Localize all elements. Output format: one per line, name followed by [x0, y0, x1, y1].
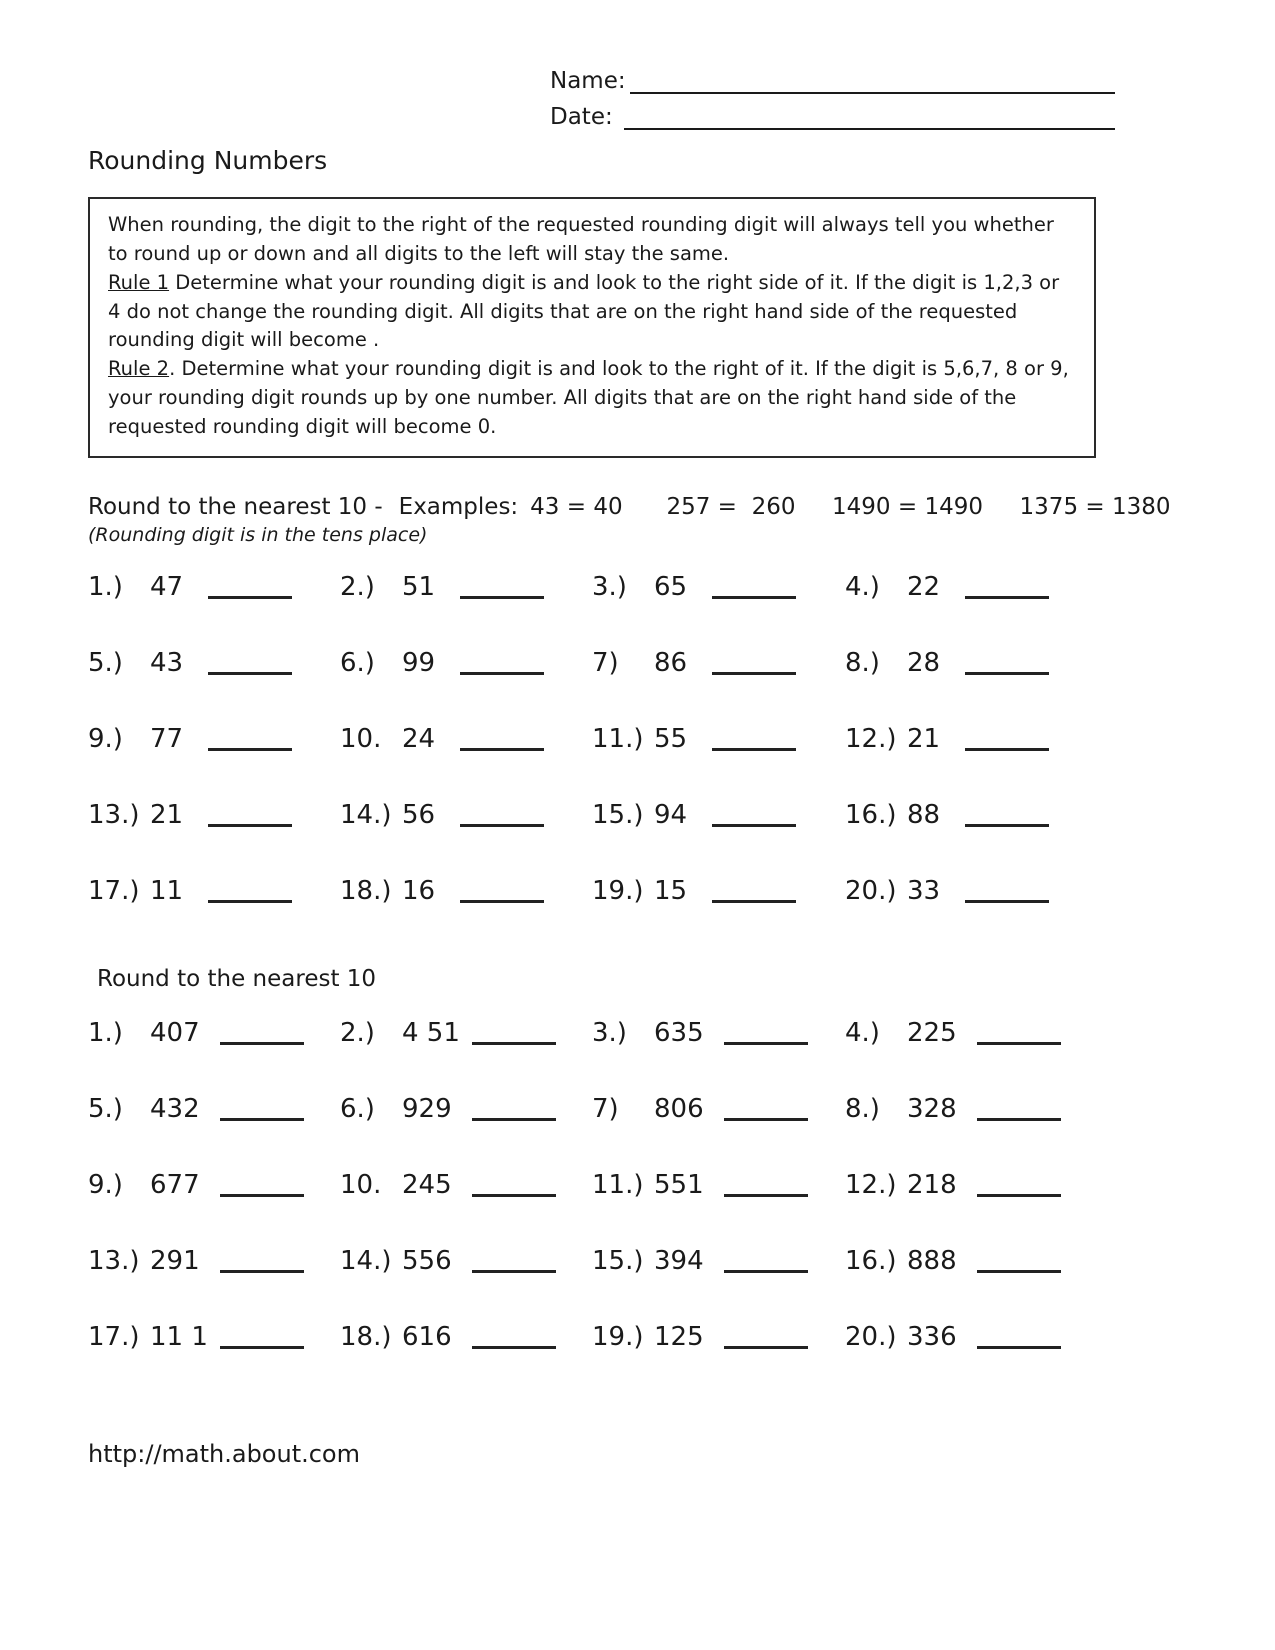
answer-blank	[208, 655, 292, 675]
answer-blank	[712, 579, 796, 599]
problem-item	[88, 1246, 340, 1276]
problem-number: 3.)	[592, 571, 627, 602]
problem-number: 10.	[340, 1169, 382, 1200]
problem-value: 24	[402, 723, 436, 754]
rules-box	[88, 197, 1096, 458]
problem-value: 225	[907, 1017, 957, 1048]
problem-value: 65	[654, 571, 688, 602]
problem-number: 4.)	[845, 1017, 880, 1048]
problem-number: 14.)	[340, 799, 392, 830]
date-blank-line	[624, 102, 1115, 130]
problem-value: 86	[654, 647, 688, 678]
answer-blank	[712, 655, 796, 675]
problem-value: 47	[150, 571, 184, 602]
answer-blank	[712, 731, 796, 751]
problem-item	[845, 1322, 1098, 1352]
problem-value: 218	[907, 1169, 957, 1200]
problem-value: 394	[654, 1245, 704, 1276]
answer-blank	[977, 1253, 1061, 1273]
problem-item	[592, 1322, 845, 1352]
problem-item	[592, 724, 845, 754]
problem-value: 16	[402, 875, 436, 906]
problem-value: 94	[654, 799, 688, 830]
problem-item	[340, 1094, 592, 1124]
problem-item	[340, 876, 592, 906]
problem-number: 19.)	[592, 1321, 644, 1352]
rule-2-text: . Determine what your rounding digit is and look to the right of it. If the digit is 5,6,7, 8 or 9, your rounding digit rounds up by one number. All digits that are on the right hand side of the requested rounding digit will become 0.	[108, 357, 1069, 439]
problem-item	[88, 876, 340, 906]
problem-value: 616	[402, 1321, 452, 1352]
problem-number: 6.)	[340, 1093, 375, 1124]
examples-label: Examples:	[398, 493, 519, 520]
problem-item	[88, 800, 340, 830]
rule-2-label: Rule 2	[108, 357, 170, 381]
page-title: Rounding Numbers	[88, 146, 328, 175]
problem-item	[340, 800, 592, 830]
problem-number: 11.)	[592, 723, 644, 754]
answer-blank	[724, 1025, 808, 1045]
answer-blank	[724, 1177, 808, 1197]
problem-item	[592, 1170, 845, 1200]
problem-number: 1.)	[88, 1017, 123, 1048]
name-label: Name:	[550, 68, 626, 94]
problem-number: 19.)	[592, 875, 644, 906]
problem-item	[88, 648, 340, 678]
problem-number: 11.)	[592, 1169, 644, 1200]
answer-blank	[724, 1253, 808, 1273]
answer-blank	[472, 1253, 556, 1273]
problem-item	[592, 1094, 845, 1124]
answer-blank	[220, 1177, 304, 1197]
answer-blank	[977, 1177, 1061, 1197]
answer-blank	[208, 579, 292, 599]
problem-item	[845, 876, 1098, 906]
rule-1	[108, 269, 1076, 356]
problem-number: 15.)	[592, 799, 644, 830]
problem-item	[340, 1170, 592, 1200]
problem-value: 55	[654, 723, 688, 754]
rules-intro-text: When rounding, the digit to the right of the requested rounding digit will always tell you whether to round up or down and all digits to the left will stay the same.	[108, 213, 1054, 265]
section1-heading-text: Round to the nearest 10 -	[88, 493, 383, 520]
examples-values: 43 = 40 257 = 260 1490 = 1490 1375 = 1380	[530, 493, 1171, 520]
rule-1-label: Rule 1	[108, 270, 170, 294]
answer-blank	[208, 883, 292, 903]
problem-number: 16.)	[845, 1245, 897, 1276]
answer-blank	[724, 1329, 808, 1349]
answer-blank	[460, 655, 544, 675]
problem-value: 432	[150, 1093, 200, 1124]
answer-blank	[712, 883, 796, 903]
problem-item	[845, 1094, 1098, 1124]
section1-note: (Rounding digit is in the tens place)	[88, 523, 428, 546]
answer-blank	[965, 731, 1049, 751]
problem-item	[845, 648, 1098, 678]
name-row	[550, 58, 1115, 94]
problem-value: 245	[402, 1169, 452, 1200]
problem-value: 929	[402, 1093, 452, 1124]
problem-number: 7)	[592, 1093, 619, 1124]
problem-item	[592, 1246, 845, 1276]
answer-blank	[965, 579, 1049, 599]
problem-value: 99	[402, 647, 436, 678]
section1-problem-grid	[88, 572, 1190, 952]
problem-item	[845, 800, 1098, 830]
problem-number: 2.)	[340, 1017, 375, 1048]
problem-item	[845, 724, 1098, 754]
section1-heading	[88, 494, 1190, 520]
problem-item	[592, 572, 845, 602]
problem-item	[340, 1322, 592, 1352]
answer-blank	[460, 731, 544, 751]
problem-number: 12.)	[845, 723, 897, 754]
problem-item	[592, 648, 845, 678]
answer-blank	[460, 579, 544, 599]
problem-value: 21	[907, 723, 941, 754]
answer-blank	[977, 1025, 1061, 1045]
problem-number: 5.)	[88, 647, 123, 678]
answer-blank	[965, 807, 1049, 827]
problem-value: 56	[402, 799, 436, 830]
problem-value: 77	[150, 723, 184, 754]
problem-item	[845, 1170, 1098, 1200]
rule-2	[108, 355, 1076, 442]
problem-number: 12.)	[845, 1169, 897, 1200]
problem-value: 11 1	[150, 1321, 208, 1352]
problem-value: 15	[654, 875, 688, 906]
problem-number: 17.)	[88, 1321, 140, 1352]
answer-blank	[724, 1101, 808, 1121]
rule-1-text: Determine what your rounding digit is and look to the right side of it. If the digit is 1,2,3 or 4 do not change the rounding digit. All digits that are on the right hand side of the requested rounding digit will become .	[108, 270, 1060, 352]
problem-item	[340, 648, 592, 678]
problem-number: 2.)	[340, 571, 375, 602]
footer-url: http://math.about.com	[88, 1439, 360, 1468]
problem-value: 21	[150, 799, 184, 830]
problem-number: 8.)	[845, 647, 880, 678]
answer-blank	[460, 883, 544, 903]
answer-blank	[220, 1329, 304, 1349]
problem-item	[340, 1246, 592, 1276]
section2-problem-grid	[88, 1018, 1190, 1398]
problem-value: 806	[654, 1093, 704, 1124]
problem-value: 51	[402, 571, 436, 602]
problem-number: 13.)	[88, 799, 140, 830]
problem-item	[592, 800, 845, 830]
answer-blank	[472, 1101, 556, 1121]
problem-number: 5.)	[88, 1093, 123, 1124]
problem-number: 18.)	[340, 875, 392, 906]
answer-blank	[712, 807, 796, 827]
problem-number: 16.)	[845, 799, 897, 830]
answer-blank	[977, 1329, 1061, 1349]
problem-value: 888	[907, 1245, 957, 1276]
answer-blank	[208, 807, 292, 827]
problem-value: 88	[907, 799, 941, 830]
answer-blank	[208, 731, 292, 751]
problem-number: 17.)	[88, 875, 140, 906]
problem-value: 33	[907, 875, 941, 906]
problem-number: 18.)	[340, 1321, 392, 1352]
problem-item	[340, 572, 592, 602]
rules-intro	[108, 211, 1076, 269]
problem-number: 6.)	[340, 647, 375, 678]
problem-value: 22	[907, 571, 941, 602]
answer-blank	[472, 1177, 556, 1197]
problem-item	[592, 876, 845, 906]
problem-item	[845, 572, 1098, 602]
name-blank-line	[630, 66, 1115, 94]
problem-item	[88, 1094, 340, 1124]
problem-number: 13.)	[88, 1245, 140, 1276]
answer-blank	[472, 1025, 556, 1045]
problem-item	[592, 1018, 845, 1048]
answer-blank	[472, 1329, 556, 1349]
problem-number: 10.	[340, 723, 382, 754]
answer-blank	[965, 883, 1049, 903]
problem-value: 328	[907, 1093, 957, 1124]
problem-number: 20.)	[845, 875, 897, 906]
problem-item	[88, 1018, 340, 1048]
problem-value: 407	[150, 1017, 200, 1048]
problem-value: 28	[907, 647, 941, 678]
problem-number: 1.)	[88, 571, 123, 602]
answer-blank	[220, 1025, 304, 1045]
problem-item	[88, 724, 340, 754]
problem-value: 556	[402, 1245, 452, 1276]
problem-value: 635	[654, 1017, 704, 1048]
problem-item	[845, 1018, 1098, 1048]
date-row	[550, 94, 1115, 130]
name-date-block	[550, 58, 1115, 130]
problem-number: 9.)	[88, 723, 123, 754]
problem-item	[88, 1322, 340, 1352]
problem-number: 20.)	[845, 1321, 897, 1352]
problem-value: 43	[150, 647, 184, 678]
problem-value: 4 51	[402, 1017, 460, 1048]
problem-value: 125	[654, 1321, 704, 1352]
problem-number: 8.)	[845, 1093, 880, 1124]
problem-value: 551	[654, 1169, 704, 1200]
answer-blank	[965, 655, 1049, 675]
problem-item	[845, 1246, 1098, 1276]
problem-number: 14.)	[340, 1245, 392, 1276]
answer-blank	[977, 1101, 1061, 1121]
section2-heading: Round to the nearest 10	[97, 965, 377, 992]
problem-number: 4.)	[845, 571, 880, 602]
date-label: Date:	[550, 104, 621, 130]
problem-value: 677	[150, 1169, 200, 1200]
problem-value: 11	[150, 875, 184, 906]
problem-number: 7)	[592, 647, 619, 678]
problem-number: 3.)	[592, 1017, 627, 1048]
answer-blank	[460, 807, 544, 827]
problem-item	[88, 1170, 340, 1200]
answer-blank	[220, 1101, 304, 1121]
problem-item	[340, 724, 592, 754]
problem-item	[88, 572, 340, 602]
problem-number: 15.)	[592, 1245, 644, 1276]
problem-item	[340, 1018, 592, 1048]
answer-blank	[220, 1253, 304, 1273]
problem-number: 9.)	[88, 1169, 123, 1200]
problem-value: 336	[907, 1321, 957, 1352]
problem-value: 291	[150, 1245, 200, 1276]
